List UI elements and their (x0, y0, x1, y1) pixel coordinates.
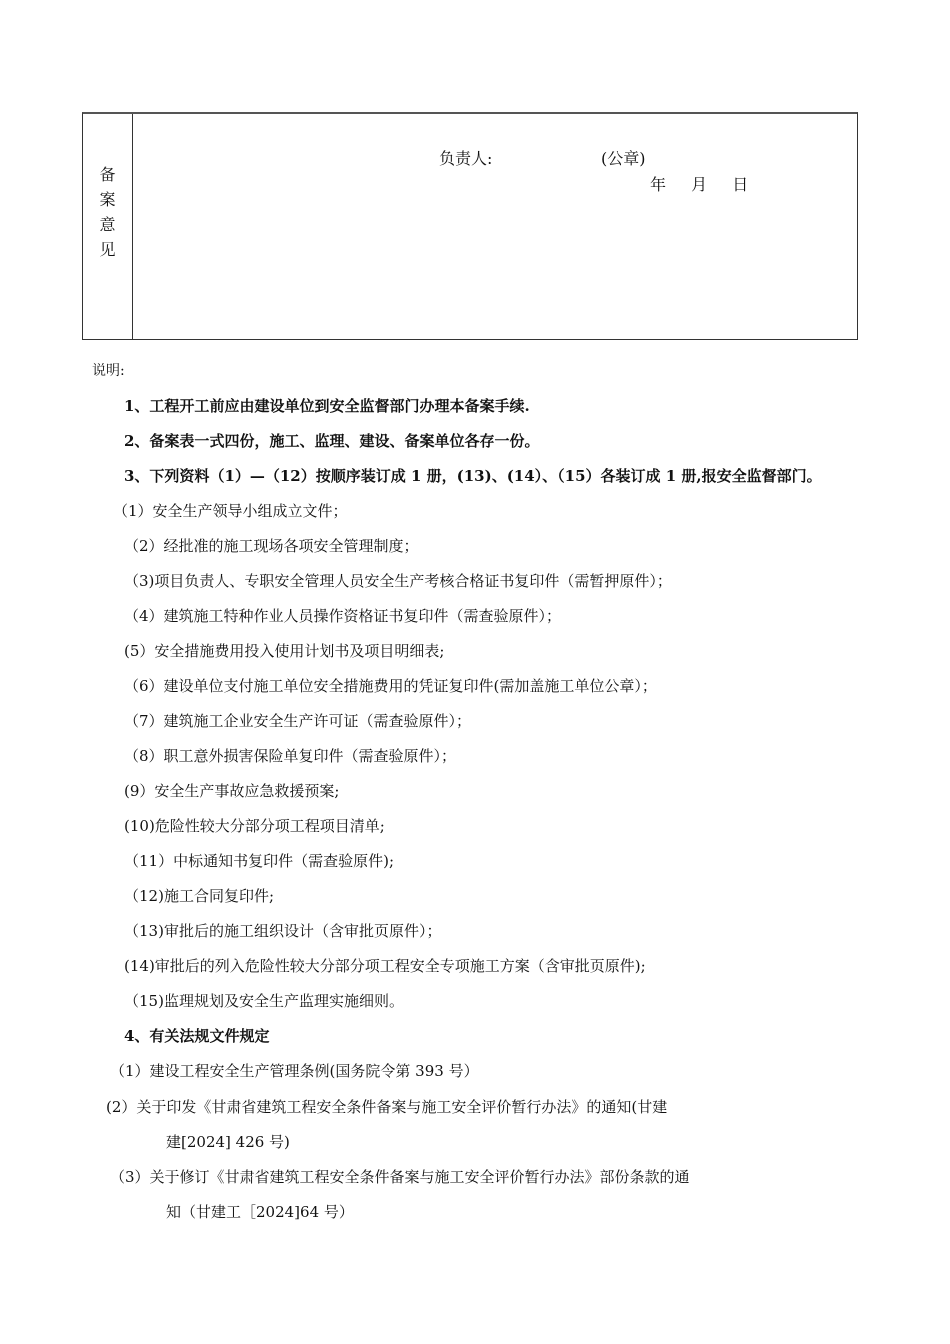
doc-item: （1）安全生产领导小组成立文件； (113, 502, 348, 520)
doc-item: (14)审批后的列入危险性较大分部分项工程安全专项施工方案（含审批页原件); (124, 957, 646, 975)
doc-item: （11）中标通知书复印件（需查验原件); (124, 852, 394, 870)
regulation-item: (2）关于印发《甘肃省建筑工程安全条件备案与施工安全评价暂行办法》的通知(甘建 (106, 1098, 668, 1116)
filing-opinion-content[interactable] (133, 114, 857, 339)
doc-item: （7）建筑施工企业安全生产许可证（需查验原件）； (124, 712, 472, 730)
date-day: 日 (732, 175, 749, 194)
doc-item: （4）建筑施工特种作业人员操作资格证书复印件（需查验原件）； (124, 607, 562, 625)
note-item-2: 2、备案表一式四份，施工、监理、建设、备案单位各存一份。 (124, 432, 540, 450)
label-char: 备 (99, 164, 116, 184)
doc-item: （12)施工合同复印件; (124, 887, 274, 905)
regulation-item: （3）关于修订《甘肃省建筑工程安全条件备案与施工安全评价暂行办法》部份条款的通 (110, 1168, 690, 1186)
regulation-item: （1）建设工程安全生产管理条例(国务院令第 393 号） (110, 1062, 479, 1080)
doc-item: （13)审批后的施工组织设计（含审批页原件）； (124, 922, 442, 940)
label-char: 见 (99, 239, 116, 259)
date-month: 月 (691, 175, 708, 194)
filing-opinion-label (83, 114, 133, 339)
regulation-item-continued: 建[2024] 426 号) (166, 1133, 290, 1151)
label-char: 意 (99, 214, 116, 234)
doc-item: (10)危险性较大分部分项工程项目清单; (124, 817, 385, 835)
note-item-3: 3、下列资料（1）—（12）按顺序装订成 1 册，(13)、(14）、（15）各装订成 1 册,报安全监督部门。 (124, 467, 822, 485)
doc-item: （3)项目负责人、专职安全管理人员安全生产考核合格证书复印件（需暂押原件）； (124, 572, 672, 590)
doc-item: （6）建设单位支付施工单位安全措施费用的凭证复印件(需加盖施工单位公章）； (124, 677, 657, 695)
responsible-person-label: 负责人: (439, 149, 493, 168)
label-char: 案 (99, 189, 116, 209)
filing-opinion-table (82, 112, 858, 340)
official-seal-label: (公章) (601, 149, 646, 168)
doc-item: (9）安全生产事故应急救援预案; (124, 782, 340, 800)
date-year: 年 (650, 175, 667, 194)
doc-item: （2）经批准的施工现场各项安全管理制度； (124, 537, 419, 555)
note-item-4: 4、有关法规文件规定 (124, 1027, 270, 1045)
doc-item: （15)监理规划及安全生产监理实施细则。 (124, 992, 404, 1010)
regulation-item-continued: 知（甘建工［2024]64 号） (166, 1203, 354, 1221)
doc-item: （8）职工意外损害保险单复印件（需查验原件）； (124, 747, 457, 765)
notes-heading: 说明: (92, 363, 125, 379)
doc-item: (5）安全措施费用投入使用计划书及项目明细表; (124, 642, 445, 660)
date-row (650, 172, 768, 195)
note-item-1: 1、工程开工前应由建设单位到安全监督部门办理本备案手续. (124, 397, 530, 415)
